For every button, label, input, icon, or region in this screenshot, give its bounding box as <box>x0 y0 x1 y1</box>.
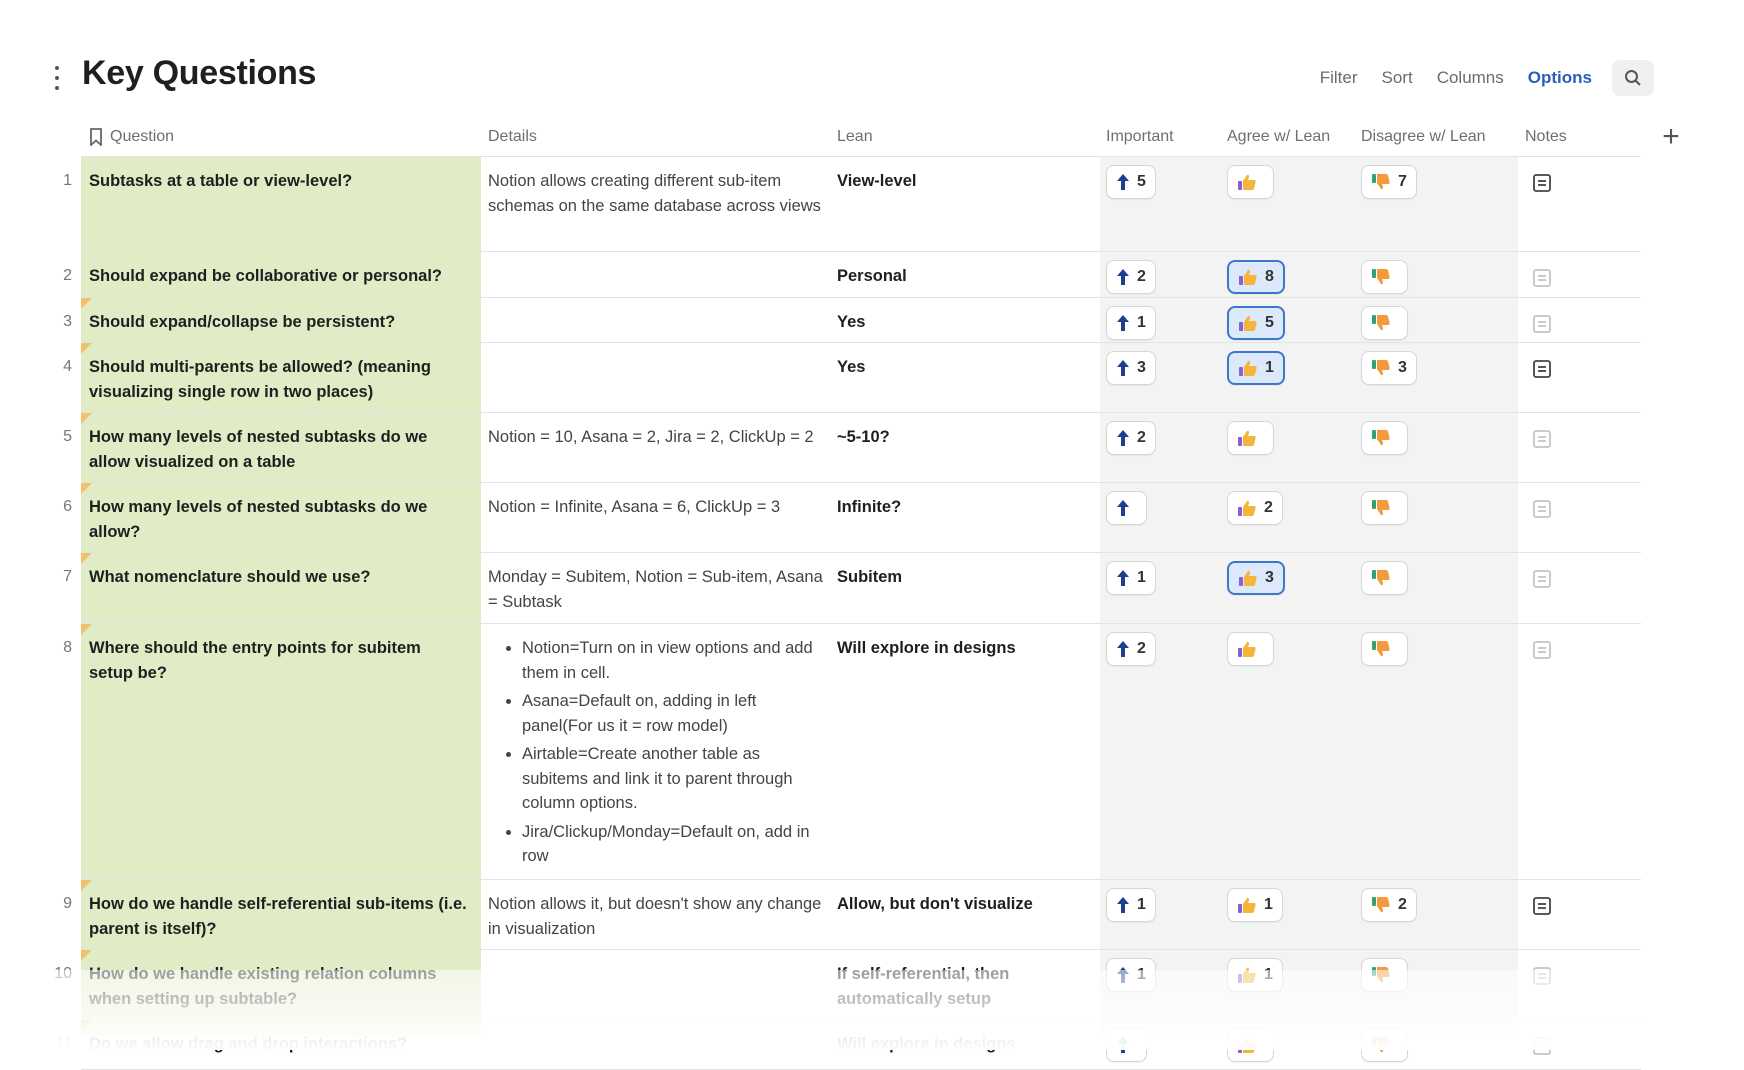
lean-cell[interactable]: Personal <box>837 267 907 285</box>
thumbs-down-icon <box>1371 896 1391 914</box>
columns-button[interactable]: Columns <box>1436 68 1504 87</box>
column-header-lean[interactable]: Lean <box>837 128 873 145</box>
lean-cell[interactable]: Yes <box>837 313 866 331</box>
lean-cell[interactable]: Subitem <box>837 568 903 586</box>
important-count: 1 <box>1137 569 1146 586</box>
lean-cell[interactable]: Infinite? <box>837 498 902 516</box>
search-icon <box>1624 69 1642 87</box>
important-count: 1 <box>1137 314 1146 331</box>
up-arrow-icon <box>1116 640 1130 658</box>
agree-vote-button[interactable] <box>1227 306 1285 340</box>
details-cell[interactable]: Notion allows creating different sub-item schemas on the same database across views <box>488 172 821 215</box>
column-header-details[interactable]: Details <box>488 128 537 145</box>
row-number: 7 <box>63 568 72 585</box>
comment-indicator <box>81 624 92 635</box>
table-row[interactable] <box>0 298 1744 343</box>
question-cell[interactable]: How many levels of nested subtasks do we allow? <box>89 498 428 541</box>
up-arrow-icon <box>1116 173 1130 191</box>
thumbs-up-icon <box>1238 268 1258 286</box>
disagree-vote-button[interactable] <box>1361 351 1417 385</box>
row-number: 2 <box>63 267 72 284</box>
lean-cell[interactable]: View-level <box>837 172 917 190</box>
disagree-vote-button[interactable] <box>1361 491 1408 525</box>
details-list-item: • Jira/Clickup/Monday=Default on, add in row <box>522 820 823 869</box>
lean-cell[interactable]: Yes <box>837 358 866 376</box>
column-header-question[interactable] <box>89 118 174 156</box>
question-cell[interactable]: How do we handle self-referential sub-items (i.e. parent is itself)? <box>89 895 467 938</box>
important-vote-button[interactable] <box>1106 165 1156 199</box>
up-arrow-icon <box>1116 499 1130 517</box>
question-cell[interactable]: Should expand be collaborative or personal? <box>89 267 442 285</box>
disagree-vote-button[interactable] <box>1361 421 1408 455</box>
scroll-fade <box>0 970 1744 1050</box>
details-list-item: • Asana=Default on, adding in left panel(For us it = row model) <box>522 689 823 738</box>
agree-count: 2 <box>1264 499 1273 516</box>
details-cell[interactable]: Notion = Infinite, Asana = 6, ClickUp = 3 <box>488 498 781 516</box>
disagree-vote-button[interactable] <box>1361 888 1417 922</box>
disagree-count: 3 <box>1398 359 1407 376</box>
thumbs-down-icon <box>1371 173 1391 191</box>
row-number: 5 <box>63 428 72 445</box>
important-vote-button[interactable] <box>1106 421 1156 455</box>
more-options-icon[interactable] <box>50 66 64 90</box>
note-icon[interactable] <box>1532 569 1552 589</box>
table-row[interactable] <box>0 880 1744 950</box>
important-vote-button[interactable] <box>1106 561 1156 595</box>
up-arrow-icon <box>1116 429 1130 447</box>
question-cell[interactable]: Should expand/collapse be persistent? <box>89 313 396 331</box>
thumbs-down-icon <box>1371 569 1391 587</box>
column-header-notes[interactable]: Notes <box>1525 128 1567 145</box>
agree-count: 1 <box>1264 896 1273 913</box>
options-button[interactable]: Options <box>1527 68 1592 87</box>
up-arrow-icon <box>1116 896 1130 914</box>
agree-vote-button[interactable] <box>1227 260 1285 294</box>
thumbs-up-icon <box>1237 429 1257 447</box>
lean-cell[interactable]: Allow, but don't visualize <box>837 895 1033 913</box>
table-row[interactable] <box>0 343 1744 413</box>
up-arrow-icon <box>1116 314 1130 332</box>
important-count: 2 <box>1137 429 1146 446</box>
thumbs-up-icon <box>1238 569 1258 587</box>
important-vote-button[interactable] <box>1106 632 1156 666</box>
agree-vote-button[interactable] <box>1227 888 1283 922</box>
thumbs-up-icon <box>1237 896 1257 914</box>
important-vote-button[interactable] <box>1106 351 1156 385</box>
row-number: 4 <box>63 358 72 375</box>
comment-indicator <box>81 298 92 309</box>
important-vote-button[interactable] <box>1106 306 1156 340</box>
row-number: 1 <box>63 172 72 189</box>
details-list-item: • Airtable=Create another table as subitems and link it to parent through column options. <box>522 742 823 816</box>
row-number: 6 <box>63 498 72 515</box>
lean-cell[interactable]: ~5-10? <box>837 428 890 446</box>
important-count: 5 <box>1137 173 1146 190</box>
up-arrow-icon <box>1116 569 1130 587</box>
thumbs-down-icon <box>1371 359 1391 377</box>
table-row[interactable] <box>0 157 1744 252</box>
note-icon[interactable] <box>1532 314 1552 334</box>
disagree-vote-button[interactable] <box>1361 561 1408 595</box>
comment-indicator <box>81 483 92 494</box>
note-icon[interactable] <box>1532 268 1552 288</box>
agree-vote-button[interactable] <box>1227 165 1274 199</box>
thumbs-up-icon <box>1237 499 1257 517</box>
sort-button[interactable]: Sort <box>1381 68 1413 87</box>
column-header-label: Question <box>110 128 175 145</box>
agree-count: 8 <box>1265 268 1274 285</box>
note-icon[interactable] <box>1532 359 1552 379</box>
comment-indicator <box>81 950 92 961</box>
thumbs-down-icon <box>1371 429 1391 447</box>
disagree-vote-button[interactable] <box>1361 260 1408 294</box>
row-number: 9 <box>63 895 72 912</box>
table-row[interactable] <box>0 553 1744 624</box>
column-header-agree[interactable]: Agree w/ Lean <box>1227 128 1331 145</box>
disagree-count: 2 <box>1398 896 1407 913</box>
up-arrow-icon <box>1116 359 1130 377</box>
agree-vote-button[interactable] <box>1227 421 1274 455</box>
toolbar <box>1308 60 1654 96</box>
column-header-disagree[interactable]: Disagree w/ Lean <box>1361 128 1486 145</box>
note-icon[interactable] <box>1532 896 1552 916</box>
thumbs-up-icon <box>1238 359 1258 377</box>
important-vote-button[interactable] <box>1106 491 1147 525</box>
agree-count: 1 <box>1265 359 1274 376</box>
page-title: Key Questions <box>82 54 317 92</box>
agree-vote-button[interactable] <box>1227 632 1274 666</box>
important-count: 3 <box>1137 359 1146 376</box>
important-vote-button[interactable] <box>1106 260 1156 294</box>
row-number: 8 <box>63 639 72 656</box>
thumbs-down-icon <box>1371 268 1391 286</box>
comment-indicator <box>81 413 92 424</box>
disagree-vote-button[interactable] <box>1361 632 1408 666</box>
comment-indicator <box>81 880 92 891</box>
thumbs-up-icon <box>1237 173 1257 191</box>
details-list-item: • Notion=Turn on in view options and add them in cell. <box>522 636 823 685</box>
filter-button[interactable]: Filter <box>1319 68 1358 87</box>
note-icon[interactable] <box>1532 173 1552 193</box>
important-count: 1 <box>1137 896 1146 913</box>
agree-count: 5 <box>1265 314 1274 331</box>
add-column-icon[interactable]: + <box>1662 120 1680 153</box>
note-icon[interactable] <box>1532 640 1552 660</box>
thumbs-up-icon <box>1238 314 1258 332</box>
question-cell[interactable]: Where should the entry points for subitem setup be? <box>89 639 421 682</box>
question-cell[interactable]: What nomenclature should we use? <box>89 568 371 586</box>
table-row[interactable] <box>0 483 1744 553</box>
note-icon[interactable] <box>1532 499 1552 519</box>
up-arrow-icon <box>1116 268 1130 286</box>
details-cell[interactable]: Monday = Subitem, Notion = Sub-item, Asana = Subtask <box>488 568 823 611</box>
question-cell[interactable]: How many levels of nested subtasks do we allow visualized on a table <box>89 428 428 471</box>
details-cell[interactable]: Notion allows it, but doesn't show any change in visualization <box>488 895 822 938</box>
agree-count: 3 <box>1265 569 1274 586</box>
thumbs-down-icon <box>1371 314 1391 332</box>
question-cell[interactable]: Subtasks at a table or view-level? <box>89 172 353 190</box>
disagree-vote-button[interactable] <box>1361 306 1408 340</box>
agree-vote-button[interactable] <box>1227 491 1283 525</box>
thumbs-up-icon <box>1237 640 1257 658</box>
comment-indicator <box>81 553 92 564</box>
important-count: 2 <box>1137 640 1146 657</box>
details-cell[interactable] <box>488 636 823 873</box>
disagree-count: 7 <box>1398 173 1407 190</box>
disagree-vote-button[interactable] <box>1361 165 1417 199</box>
bookmark-icon <box>89 128 103 146</box>
column-header-important[interactable]: Important <box>1106 128 1174 145</box>
details-cell[interactable]: Notion = 10, Asana = 2, Jira = 2, ClickUp = 2 <box>488 428 814 446</box>
important-count: 2 <box>1137 268 1146 285</box>
agree-vote-button[interactable] <box>1227 351 1285 385</box>
comment-indicator <box>81 343 92 354</box>
table-row[interactable] <box>0 413 1744 483</box>
important-vote-button[interactable] <box>1106 888 1156 922</box>
table-row[interactable] <box>0 624 1744 880</box>
question-cell[interactable]: Should multi-parents be allowed? (meaning visualizing single row in two places) <box>89 358 431 401</box>
thumbs-down-icon <box>1371 640 1391 658</box>
lean-cell[interactable]: Will explore in designs <box>837 639 1016 657</box>
search-button[interactable] <box>1612 60 1654 96</box>
agree-vote-button[interactable] <box>1227 561 1285 595</box>
table-row[interactable] <box>0 252 1744 298</box>
row-number: 3 <box>63 313 72 330</box>
thumbs-down-icon <box>1371 499 1391 517</box>
page-header <box>0 0 1744 118</box>
note-icon[interactable] <box>1532 429 1552 449</box>
